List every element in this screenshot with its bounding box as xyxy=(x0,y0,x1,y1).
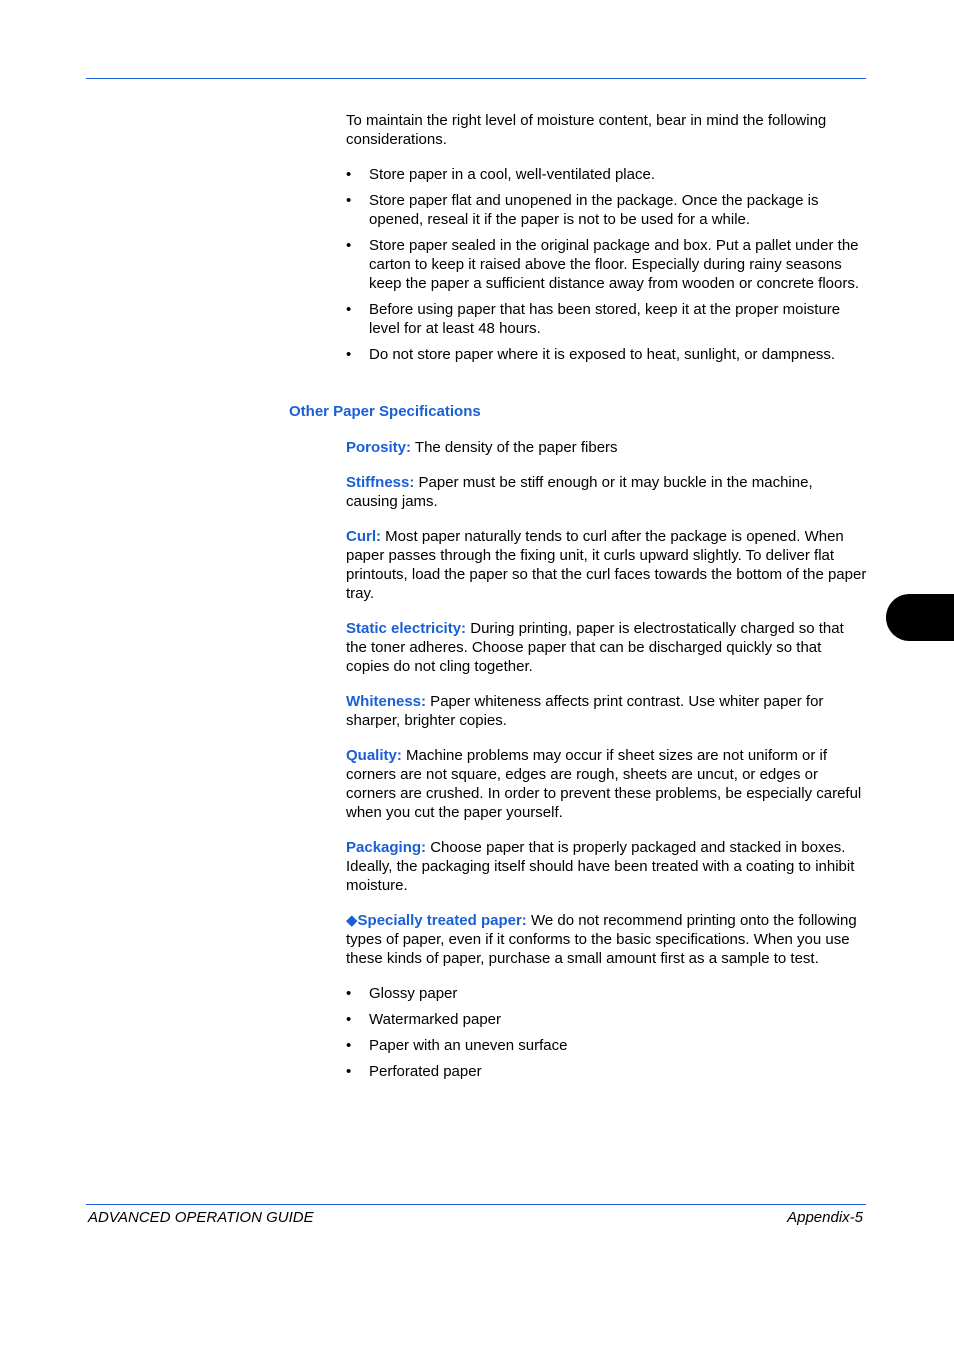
list-item: • Store paper flat and unopened in the package. Once the package is opened, reseal it if the paper is not to be used for a while. xyxy=(346,191,868,229)
spec-term: Packaging: xyxy=(346,839,427,856)
list-item: • Watermarked paper xyxy=(346,1010,868,1029)
chapter-tab xyxy=(886,594,954,641)
spec-term: Stiffness: xyxy=(346,474,415,491)
spec-text: We do not recommend printing onto the following types of paper, even if it conforms to the basic specifications. When you use these kinds of paper, purchase a small amount first as a sample to test. xyxy=(346,912,857,967)
spec-term: Whiteness: xyxy=(346,693,427,710)
spec-term: Curl: xyxy=(346,528,381,545)
list-item: • Do not store paper where it is exposed to heat, sunlight, or dampness. xyxy=(346,345,868,364)
list-item: • Paper with an uneven surface xyxy=(346,1036,868,1055)
spec-packaging xyxy=(346,838,868,895)
spec-term: Quality: xyxy=(346,747,402,764)
list-item: • Store paper in a cool, well-ventilated place. xyxy=(346,165,868,184)
spec-specially-treated xyxy=(346,911,868,968)
spec-stiffness xyxy=(346,473,868,511)
footer-guide-title: ADVANCED OPERATION GUIDE xyxy=(88,1209,314,1226)
specs-section xyxy=(346,438,868,1088)
spec-text: During printing, paper is electrostatically charged so that the toner adheres. Choose paper that can be discharged quickly so that copies do not cling together. xyxy=(346,620,844,675)
spec-porosity xyxy=(346,438,868,457)
footer-page-number: Appendix-5 xyxy=(787,1209,863,1226)
list-item: • Store paper sealed in the original package and box. Put a pallet under the carton to keep it raised above the floor. Especially during rainy seasons keep the paper a sufficient distance away from wooden or concrete floors. xyxy=(346,236,868,293)
spec-text: Choose paper that is properly packaged and stacked in boxes. Ideally, the packaging itself should have been treated with a coating to inhibit moisture. xyxy=(346,839,855,894)
intro-text: To maintain the right level of moisture content, bear in mind the following considerations. xyxy=(346,112,827,148)
spec-text: Machine problems may occur if sheet sizes are not uniform or if corners are not square, edges are rough, sheets are uncut, or edges or corners are crushed. In order to prevent these problems, be especially careful when you cut the paper yourself. xyxy=(346,747,862,821)
spec-text: The density of the paper fibers xyxy=(411,439,618,456)
spec-curl xyxy=(346,527,868,603)
spec-whiteness xyxy=(346,692,868,730)
spec-quality xyxy=(346,746,868,822)
spec-term: Porosity: xyxy=(346,439,412,456)
footer-rule xyxy=(86,1204,866,1205)
storage-tips-list xyxy=(346,165,868,364)
section-heading: Other Paper Specifications xyxy=(289,403,481,420)
spec-static-electricity xyxy=(346,619,868,676)
diamond-icon: ◆ xyxy=(346,912,358,929)
list-item: • Before using paper that has been stored, keep it at the proper moisture level for at least 48 hours. xyxy=(346,300,868,338)
spec-text: Paper whiteness affects print contrast. Use whiter paper for sharper, brighter copies. xyxy=(346,693,824,729)
list-item: • Perforated paper xyxy=(346,1062,868,1081)
storage-section xyxy=(346,111,868,371)
spec-text: Paper must be stiff enough or it may buckle in the machine, causing jams. xyxy=(346,474,813,510)
spec-text: Most paper naturally tends to curl after the package is opened. When paper passes through the fixing unit, it curls upward slightly. To deliver flat printouts, load the paper so that the curl faces towards the bottom of the paper tray. xyxy=(346,528,867,602)
list-item: • Glossy paper xyxy=(346,984,868,1003)
spec-term: Static electricity: xyxy=(346,620,467,637)
spec-term: Specially treated paper: xyxy=(357,912,527,929)
special-types-list xyxy=(346,984,868,1081)
header-rule xyxy=(86,78,866,79)
